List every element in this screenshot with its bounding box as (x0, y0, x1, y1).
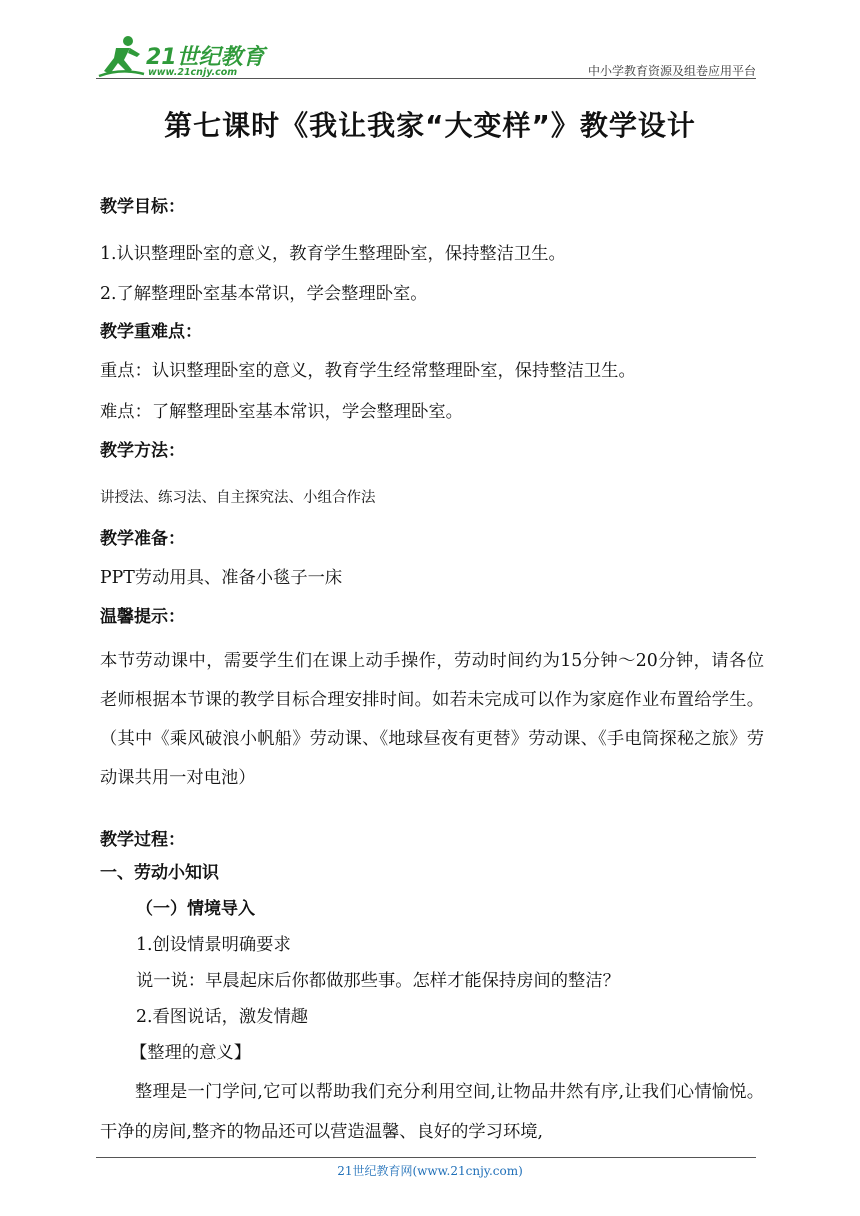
subsection-heading-1: （一）情境导入 (136, 899, 255, 919)
runner-logo-icon (96, 34, 146, 80)
process-heading: 教学过程： (100, 830, 185, 850)
methods-heading: 教学方法： (100, 441, 185, 461)
methods-text: 讲授法、练习法、自主探究法、小组合作法 (100, 490, 376, 506)
objective-item-2: 2.了解整理卧室基本常识，学会整理卧室。 (100, 284, 428, 304)
difficulty-text: 难点：了解整理卧室基本常识，学会整理卧室。 (100, 402, 463, 422)
meaning-heading: 【整理的意义】 (130, 1043, 251, 1063)
section-heading-1: 一、劳动小知识 (100, 863, 219, 883)
tips-paragraph: 本节劳动课中，需要学生们在课上动手操作，劳动时间约为15分钟～20分钟，请各位老师根据本节课的教学目标合理安排时间。如若未完成可以作为家庭作业布置给学生。（其中《乘风破浪小帆船》劳动课、《地球昼夜有更替》劳动课、《手电筒探秘之旅》劳动课共用一对电池） (100, 651, 764, 788)
preparation-text: PPT劳动用具、准备小毯子一床 (100, 568, 343, 588)
preparation-heading: 教学准备： (100, 529, 185, 549)
key-points-heading: 教学重难点： (100, 322, 202, 342)
page-header (0, 0, 860, 90)
objective-item-1: 1.认识整理卧室的意义，教育学生整理卧室，保持整洁卫生。 (100, 244, 566, 264)
footer-link[interactable]: 21世纪教育网(www.21cnjy.com) (337, 1164, 523, 1178)
objectives-heading: 教学目标： (100, 197, 185, 217)
step-1-text: 说一说：早晨起床后你都做那些事。怎样才能保持房间的整洁？ (136, 971, 620, 991)
tips-heading: 温馨提示： (100, 607, 185, 627)
page-title: 第七课时《我让我家“大变样”》教学设计 (164, 109, 696, 142)
logo-url: www.21cnjy.com (148, 67, 238, 78)
step-1-heading: 1.创设情景明确要求 (136, 935, 291, 955)
site-logo[interactable] (96, 34, 296, 80)
header-tagline: 中小学教育资源及组卷应用平台 (587, 64, 756, 78)
footer-divider (96, 1157, 756, 1158)
focus-text: 重点：认识整理卧室的意义，教育学生经常整理卧室，保持整洁卫生。 (100, 361, 636, 381)
meaning-paragraph: 整理是一门学问,它可以帮助我们充分利用空间,让物品井然有序,让我们心情愉悦。干净的房间,整齐的物品还可以营造温馨、良好的学习环境, (100, 1082, 764, 1142)
header-divider (96, 78, 756, 79)
logo-text: 21世纪教育 (146, 45, 265, 70)
step-2-heading: 2.看图说话，激发情趣 (136, 1007, 309, 1027)
